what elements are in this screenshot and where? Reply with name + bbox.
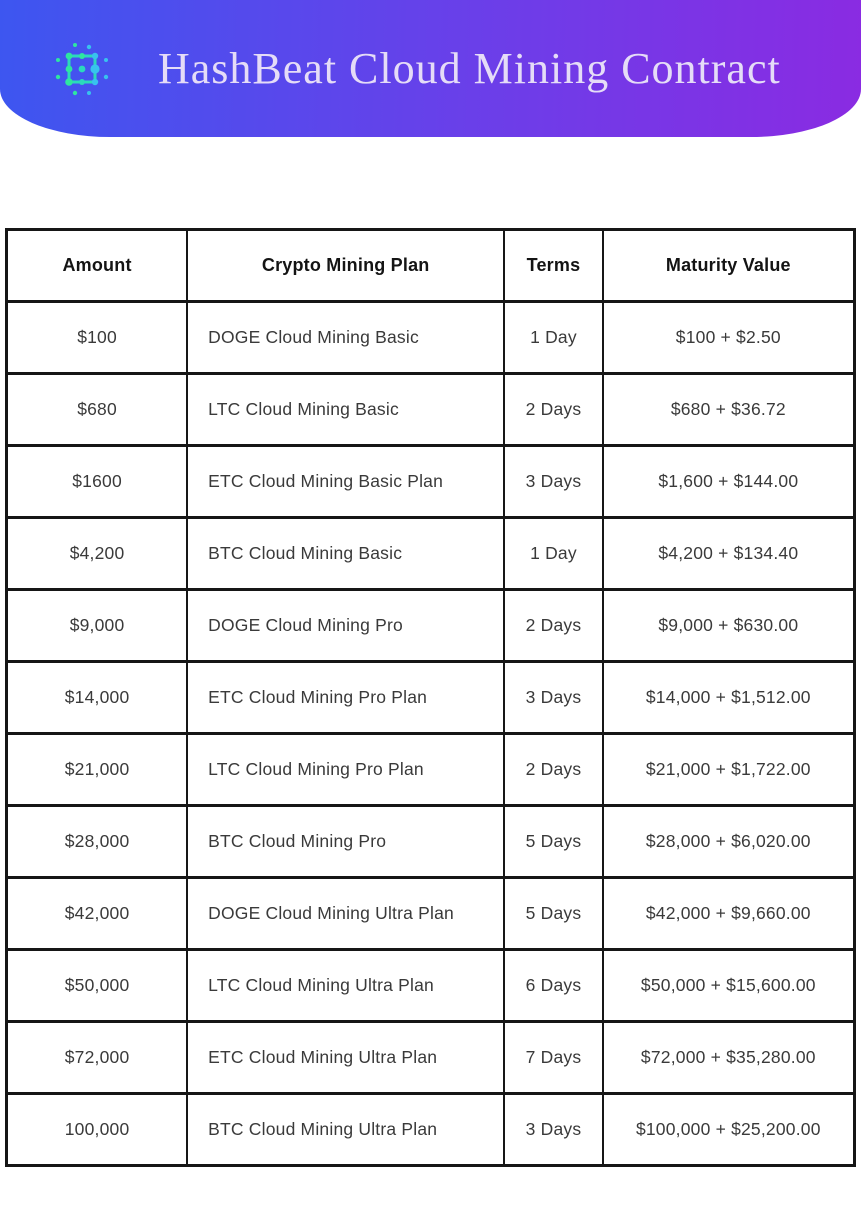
cell-plan: LTC Cloud Mining Ultra Plan (187, 950, 504, 1022)
cell-maturity: $100,000 + $25,200.00 (603, 1094, 855, 1166)
cell-amount: $42,000 (7, 878, 188, 950)
cell-terms: 5 Days (504, 806, 602, 878)
table-header (7, 230, 855, 302)
table-row (7, 590, 855, 662)
content-area (0, 137, 861, 1167)
table-row (7, 950, 855, 1022)
cell-amount: $9,000 (7, 590, 188, 662)
page-title: HashBeat Cloud Mining Contract (158, 44, 781, 93)
cell-amount: $28,000 (7, 806, 188, 878)
table-row (7, 662, 855, 734)
cell-maturity: $28,000 + $6,020.00 (603, 806, 855, 878)
table-row (7, 518, 855, 590)
cell-plan: ETC Cloud Mining Ultra Plan (187, 1022, 504, 1094)
hashbeat-logo-icon (52, 38, 112, 100)
cell-amount: $1600 (7, 446, 188, 518)
cell-plan: DOGE Cloud Mining Ultra Plan (187, 878, 504, 950)
cell-amount: 100,000 (7, 1094, 188, 1166)
cell-plan: ETC Cloud Mining Pro Plan (187, 662, 504, 734)
cell-amount: $680 (7, 374, 188, 446)
cell-plan: ETC Cloud Mining Basic Plan (187, 446, 504, 518)
table-row (7, 806, 855, 878)
cell-maturity: $680 + $36.72 (603, 374, 855, 446)
table-body (7, 302, 855, 1166)
cell-maturity: $100 + $2.50 (603, 302, 855, 374)
table-row (7, 734, 855, 806)
cell-amount: $72,000 (7, 1022, 188, 1094)
cell-plan: LTC Cloud Mining Basic (187, 374, 504, 446)
cell-maturity: $9,000 + $630.00 (603, 590, 855, 662)
cell-plan: DOGE Cloud Mining Basic (187, 302, 504, 374)
cell-maturity: $42,000 + $9,660.00 (603, 878, 855, 950)
cell-terms: 2 Days (504, 734, 602, 806)
cell-maturity: $50,000 + $15,600.00 (603, 950, 855, 1022)
cell-terms: 2 Days (504, 374, 602, 446)
table-row (7, 1022, 855, 1094)
cell-terms: 3 Days (504, 1094, 602, 1166)
cell-plan: LTC Cloud Mining Pro Plan (187, 734, 504, 806)
cell-maturity: $14,000 + $1,512.00 (603, 662, 855, 734)
cell-plan: BTC Cloud Mining Ultra Plan (187, 1094, 504, 1166)
cell-amount: $14,000 (7, 662, 188, 734)
cell-terms: 5 Days (504, 878, 602, 950)
cell-maturity: $72,000 + $35,280.00 (603, 1022, 855, 1094)
header-banner (0, 0, 861, 137)
cell-maturity: $1,600 + $144.00 (603, 446, 855, 518)
table-row (7, 446, 855, 518)
cell-plan: BTC Cloud Mining Basic (187, 518, 504, 590)
cell-amount: $50,000 (7, 950, 188, 1022)
column-header-terms: Terms (504, 230, 602, 302)
column-header-plan: Crypto Mining Plan (187, 230, 504, 302)
mining-contract-table (5, 228, 856, 1167)
cell-maturity: $21,000 + $1,722.00 (603, 734, 855, 806)
table-header-row (7, 230, 855, 302)
cell-terms: 7 Days (504, 1022, 602, 1094)
cell-maturity: $4,200 + $134.40 (603, 518, 855, 590)
cell-amount: $4,200 (7, 518, 188, 590)
table-row (7, 1094, 855, 1166)
cell-terms: 3 Days (504, 446, 602, 518)
column-header-amount: Amount (7, 230, 188, 302)
cell-terms: 1 Day (504, 302, 602, 374)
cell-terms: 1 Day (504, 518, 602, 590)
cell-terms: 2 Days (504, 590, 602, 662)
cell-plan: BTC Cloud Mining Pro (187, 806, 504, 878)
table-row (7, 374, 855, 446)
table-row (7, 878, 855, 950)
cell-terms: 3 Days (504, 662, 602, 734)
cell-terms: 6 Days (504, 950, 602, 1022)
cell-plan: DOGE Cloud Mining Pro (187, 590, 504, 662)
cell-amount: $100 (7, 302, 188, 374)
column-header-maturity: Maturity Value (603, 230, 855, 302)
cell-amount: $21,000 (7, 734, 188, 806)
table-row (7, 302, 855, 374)
